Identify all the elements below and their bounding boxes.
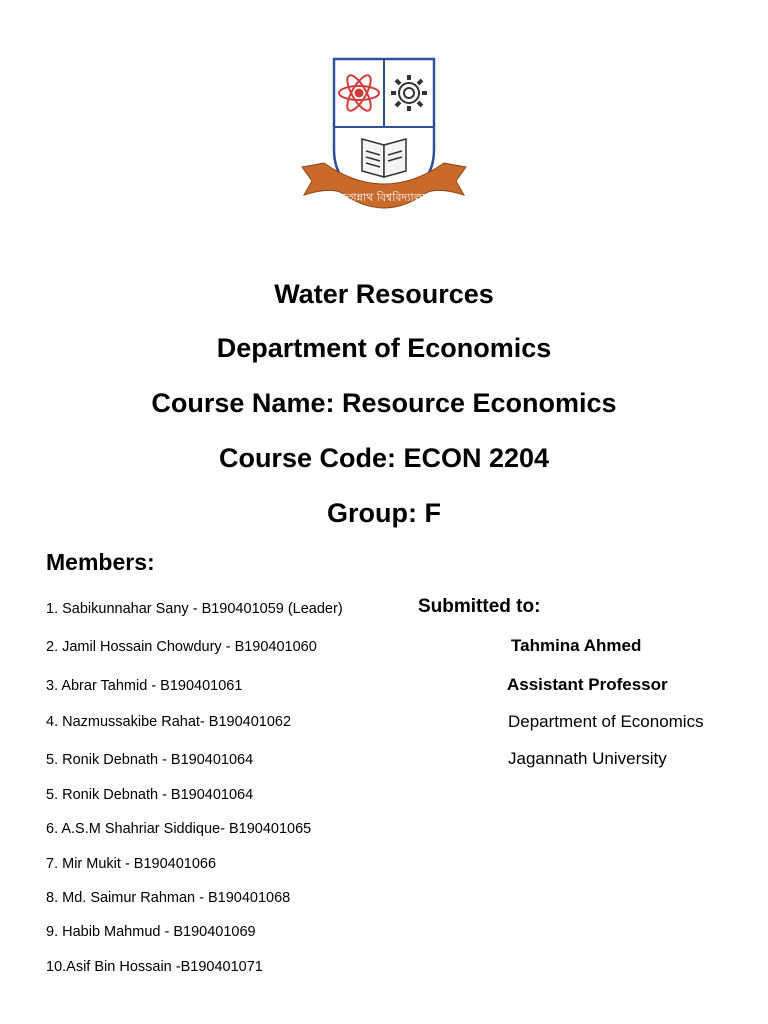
members-label: Members: xyxy=(46,549,155,575)
list-item: 4. Nazmussakibe Rahat- B190401062 xyxy=(46,714,292,730)
list-item: 5. Ronik Debnath - B190401064 xyxy=(46,787,254,803)
list-item: 10.Asif Bin Hossain -B190401071 xyxy=(46,959,263,975)
motto-text: জগন্নাথ বিশ্ববিদ্যালয় xyxy=(339,191,429,204)
list-item: 7. Mir Mukit - B190401066 xyxy=(46,856,217,872)
supervisor-title: Assistant Professor xyxy=(507,675,668,694)
book-icon xyxy=(362,139,406,177)
submitted-to-label: Submitted to: xyxy=(418,596,541,617)
course-name-heading: Course Name: Resource Economics xyxy=(151,388,617,418)
supervisor-name: Tahmina Ahmed xyxy=(511,636,642,655)
project-title: Water Resources xyxy=(274,279,494,309)
list-item: 2. Jamil Hossain Chowdury - B190401060 xyxy=(46,639,317,655)
list-item: 6. A.S.M Shahriar Siddique- B190401065 xyxy=(46,821,312,837)
supervisor-department: Department of Economics xyxy=(508,712,704,731)
department-heading: Department of Economics xyxy=(216,333,552,363)
list-item: 1. Sabikunnahar Sany - B190401059 (Leader) xyxy=(46,601,343,617)
list-item: 5. Ronik Debnath - B190401064 xyxy=(46,752,254,768)
course-code-heading: Course Code: ECON 2204 xyxy=(218,443,550,473)
supervisor-university: Jagannath University xyxy=(508,749,667,768)
list-item: 9. Habib Mahmud - B190401069 xyxy=(46,924,256,940)
group-heading: Group: F xyxy=(327,498,441,528)
list-item: 3. Abrar Tahmid - B190401061 xyxy=(46,678,243,694)
university-crest-icon xyxy=(298,55,470,223)
list-item: 8. Md. Saimur Rahman - B190401068 xyxy=(46,890,291,906)
